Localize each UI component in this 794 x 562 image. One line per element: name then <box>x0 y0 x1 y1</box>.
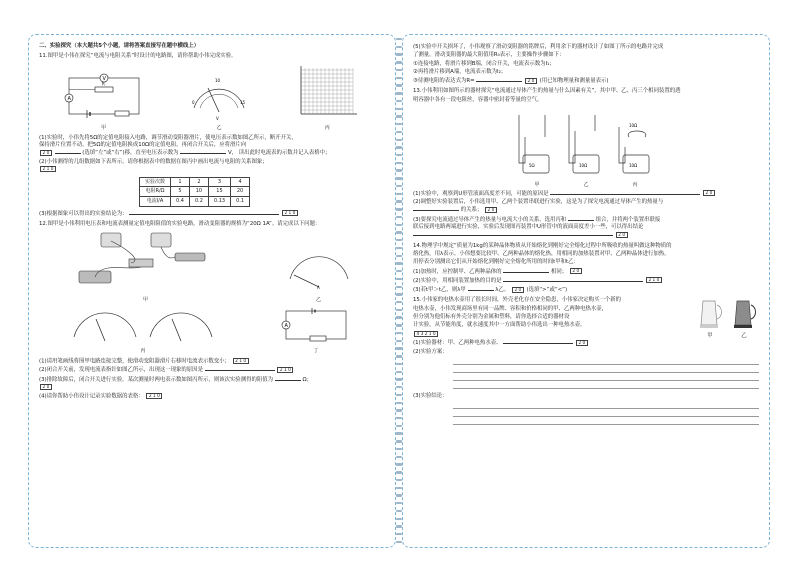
question-12 <box>39 221 385 400</box>
q12-step2: ②再将滑片移到A端，电流表示数为I₂； <box>413 68 507 75</box>
q13-answer-factor[interactable] <box>413 206 459 211</box>
blank-graph-icon <box>289 64 365 122</box>
q12-score-5: 2 0 <box>525 78 537 84</box>
u-tube-apparatus-icon <box>511 107 661 179</box>
q15-part1: (1)实验器材：甲、乙两种电热水壶、 2 0 <box>413 339 759 347</box>
q11-part2: (2)小伟测得的几组数据如下表所示，请你根据表中的数据在图丙中画出电流与电阻的关系图象； 2 1 0 <box>39 158 268 172</box>
svg-text:10Ω: 10Ω <box>629 123 638 129</box>
q11-stem: 11.图甲是小伟在探究“电流与电阻关系”时设计的电路图，请你帮助小伟完成实验。 <box>39 53 237 60</box>
q11-score-2: 2 1 0 <box>40 166 56 172</box>
q14-answer-compare[interactable] <box>468 286 494 291</box>
q13-answer-conclusion[interactable] <box>413 231 613 236</box>
q15-part3: (3)实验结论： <box>413 392 448 399</box>
svg-text:R: R <box>101 81 105 87</box>
right-page <box>402 34 770 548</box>
table-row: 实验次数 1 2 3 4 <box>140 177 250 187</box>
q12-two-dials: 丙 <box>68 311 218 355</box>
table-row: 电阻R/Ω 5 10 15 20 <box>140 187 250 197</box>
q13-fig-captions: 甲 乙 丙 <box>534 182 638 189</box>
q11-score-3: 2 1 0 <box>282 210 298 216</box>
q11-part1: (1)实验时，小伟先将5Ω的定值电阻接入电路，调节滑动变阻器滑片，使电压表示数如图乙所示，断开开关， 保持滑片位置不动，把5Ω的定值电阻换成10Ω的定值电阻，再闭合开关后，应将滑片向 2 0 (选填“左”或“右”)移，直至电压表示数为 V， 读出此时电流表的示数并记入表格中； <box>39 134 331 157</box>
q12-circuit-ding: A 丁 <box>276 307 356 355</box>
q11-score-1: 2 0 <box>40 150 52 156</box>
apparatus-photo-icon <box>71 231 221 293</box>
q12-figures-2 <box>39 307 385 355</box>
q12-answer-reason[interactable] <box>205 366 275 371</box>
q12-score-1: 2 1 0 <box>233 358 249 364</box>
q15-kettle-images: 甲 乙 <box>697 297 757 340</box>
q13-part3: (3)要探究电流通过导体产生的热量与电流大小的关系，选用丙和 组合，并将两个装置串联接 联后接到电路两端进行实验，实验后发现图丙装置中U形管中的液面高度差小一些，可以得出结论 2 0 <box>413 216 661 238</box>
q11-part3: (3)根据图象可以得出的实验结论为： 2 1 0 <box>39 210 385 218</box>
q14-score-3: 2 0 <box>512 287 524 293</box>
q11-circuit-diagram: V R A 甲 <box>59 70 149 132</box>
q15-conclusion-line[interactable] <box>453 401 759 409</box>
q14-answer-control[interactable] <box>503 268 549 273</box>
kettle-metal-icon <box>731 297 757 329</box>
q12-score-2: 2 1 0 <box>277 367 293 373</box>
svg-text:10Ω: 10Ω <box>629 163 638 169</box>
svg-text:V: V <box>102 75 106 82</box>
q13-score-1: 2 0 <box>703 190 715 196</box>
q12-step3: ③待测电阻的表达式为R= 2 0 (用已知物理量和测量量表示) <box>413 78 609 85</box>
ammeter-dial-icon <box>284 249 354 293</box>
q15-score: 4 3 2 1 0 <box>414 331 438 337</box>
q13-answer-reason[interactable] <box>550 190 700 195</box>
question-15: 甲 乙 15.小伟家的电热水壶用了很长时间，外壳老化存在安全隐患，小伟家决定购买一个新的 电热水壶，小伟发现商场里有同一品牌、容积和价格相同的甲、乙两种电热水壶， 但分别为他们标有外壳分别为金属和塑料，请你选择合适的器材设 计实验，从节能角度，就水速度其中一方面帮助小伟选出一种电热水壶。 4 3 2 1 0 (1)实验器材：甲、乙两种电热水壶、 2 0 (2)实验方案： (3)实验结论： <box>413 297 759 425</box>
q11-answer-direction[interactable] <box>55 149 81 154</box>
q12-part4: (4)请你帮助小伟设计记录实验数据的表格： 2 1 0 <box>39 393 385 401</box>
svg-text:0: 0 <box>191 99 195 105</box>
q13-part1: (1)实验中，观察到U形管液面高度差不同，可能的原因是 2 0 <box>413 190 759 198</box>
circuit-diagram-icon <box>59 70 149 122</box>
circuit-diagram-icon <box>276 307 356 345</box>
question-13: 13.小伟利用如图所示的器材探究“电流通过导体产生的热量与什么因素有关”，其中甲、乙、丙三个相同装置的透 明容器中各有一段电阻丝，容器中密封着等量的空气。 5Ω 10Ω 10Ω 10Ω 甲 乙 丙 (1)实验中，观察到U形管液面高度差不同，可能的原因是 2 0 (2)调整好实验装置后，小伟选用甲、乙两个装置串联进行实验，这是为了探究电流通过导体产生的热量与 的关系； 2 0 (3)要探究电流通过导体产生的热量与电流大小的关系，选用丙和 组合，并将两个装置串联接 联后接到电路两端进行实验，实验后发现图丙装置中U形管中的液面高度差小一些，可以得出结论 2 0 <box>413 88 759 239</box>
q13-part2: (2)调整好实验装置后，小伟选用甲、乙两个装置串联进行实验，这是为了探究电流通过导体产生的热量与 的关系； 2 0 <box>413 199 664 214</box>
q12-answer-resistance[interactable] <box>275 376 301 381</box>
svg-text:10Ω: 10Ω <box>579 163 588 169</box>
q11-figures <box>39 64 385 132</box>
q15-score-1: 2 0 <box>576 340 588 346</box>
q11-answer-voltage[interactable] <box>180 149 226 154</box>
question-11 <box>39 53 385 218</box>
svg-text:A: A <box>67 95 71 102</box>
q13-figure <box>413 107 759 179</box>
svg-text:15: 15 <box>239 99 246 105</box>
q12-apparatus: 甲 <box>71 231 221 303</box>
q11-data-table <box>139 177 250 207</box>
q12-stem: 12.图甲是小伟利用电压表和电流表测量定值电阻阻值的实验电路，滑动变阻器的规格为“20Ω 1A”。请完成以下问题： <box>39 221 321 228</box>
q14-part1: (1)加热时，应控制甲、乙两种晶体的 相同； 2 0 <box>413 268 759 276</box>
kettle-white-icon <box>697 297 723 329</box>
q12-score-3: 2 0 <box>40 384 52 390</box>
q15-part2: (2)实验方案： <box>413 348 448 355</box>
q12-answer-expression[interactable] <box>476 77 522 82</box>
question-12-part5: (5)实验中开关损坏了，小伟观察了滑动变阻器的铭牌后，利用余下的器材设计了如图丁所示的电路并完成 了测量，滑动变阻器的最大阻值用R₀表示，主要操作步骤如下： ①连接电路，将滑片移到B端，闭合开关，电流表示数为I₁； ②再将滑片移到A端，电流表示数为I₂； ③待测电阻的表达式为R= 2 0 (用已知物理量和测量量表示) <box>413 44 759 85</box>
table-row: 电流I/A 0.4 0.2 0.13 0.1 <box>140 197 250 207</box>
q13-score-2: 2 0 <box>485 207 497 213</box>
q14-score-1: 2 0 <box>570 268 582 274</box>
svg-text:5Ω: 5Ω <box>529 163 535 169</box>
svg-text:10: 10 <box>214 77 221 83</box>
q15-plan-line[interactable] <box>453 365 759 373</box>
q13-score-3: 2 0 <box>616 232 628 238</box>
q14-answer-purpose[interactable] <box>503 277 643 282</box>
section-title: 二、实验探究（本大题共5个小题，请将答案直接写在题中横线上） <box>39 43 200 49</box>
q12-score-4: 2 1 0 <box>146 393 162 399</box>
q13-answer-combo[interactable] <box>568 216 594 221</box>
q15-plan-line[interactable] <box>453 373 759 381</box>
q12-part1: (1)请用笔画线将图甲电路连接完整，使滑动变阻器滑片右移时电流表示数变小； 2 1 0 <box>39 358 385 366</box>
q12-part2: (2)闭合开关前，发现电流表指针如图乙所示，出现这一现象的原因是 2 1 0 <box>39 366 385 374</box>
q12-figures <box>39 231 385 303</box>
q12-ammeter-dial: A 乙 <box>284 249 354 303</box>
voltmeter-dial-icon <box>188 74 250 122</box>
q14-part3: (3)若t甲＞t乙，则λ甲 λ乙。 2 0 (选填“>”或“<”) <box>413 287 568 294</box>
q15-plan-line[interactable] <box>453 381 759 389</box>
svg-text:A: A <box>284 322 288 329</box>
svg-text:V: V <box>215 115 219 121</box>
q11-graph-grid: 丙 <box>289 64 365 132</box>
q15-answer-materials[interactable] <box>503 339 573 344</box>
q11-answer-conclusion[interactable] <box>129 210 279 215</box>
left-page <box>28 34 396 548</box>
q14-score-2: 2 1 0 <box>646 277 662 283</box>
q14-part2: (2)实验中，用相同装置加热的目的是 2 1 0 <box>413 277 759 285</box>
two-meter-dials-icon <box>68 311 218 345</box>
q11-voltmeter-dial: 0 10 15 V 乙 <box>188 74 250 132</box>
q15-conclusion-line[interactable] <box>453 409 759 417</box>
q15-conclusion-line[interactable] <box>453 417 759 425</box>
q12-step1: ①连接电路，将滑片移到B端，闭合开关，电流表示数为I₁； <box>413 60 555 67</box>
q12-part3: (3)排除故障后，闭合开关进行实验。某次测量时两电表示数如图丙所示，则该次实验测得的阻值为 Ω； 2 0 <box>39 376 312 390</box>
question-14: 14.物理学中规定“质量为1kg的某种晶体物质从开始熔化到刚好完全熔化过程中所吸收的热量叫做这种物质的 熔化热，用λ表示。小伟想要比较甲、乙两种晶体的熔化热，用相同的加热装置对甲、乙两种晶体进行加热， 用停表分别测出它们从开始熔化到刚好完全熔化所用的时间t甲和t乙： (1)加热时，应控制甲、乙两种晶体的 相同； 2 0 (2)实验中，用相同装置加热的目的是 2 1 0 (3)若t甲＞t乙，则λ甲 λ乙。 2 0 (选填“>”或“<”) <box>413 243 759 295</box>
svg-text:A: A <box>316 285 320 291</box>
q15-plan-line[interactable] <box>453 357 759 365</box>
